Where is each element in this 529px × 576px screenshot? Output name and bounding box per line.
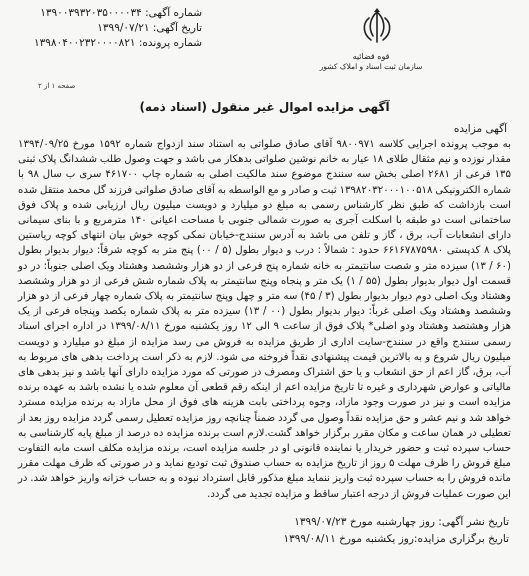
notice-date-value: ۱۳۹۹/۰۷/۲۱ bbox=[97, 22, 150, 34]
notice-meta bbox=[34, 6, 202, 51]
auction-date-label: تاریخ برگزاری مزایده:روز یکشنبه مورخ bbox=[339, 532, 509, 545]
notice-footer bbox=[12, 514, 509, 548]
auction-date-row bbox=[12, 531, 509, 548]
auction-date-value: ۱۳۹۹/۰۸/۱۱ bbox=[283, 532, 336, 545]
org-line-2: سازمان ثبت اسناد و املاک کشور bbox=[319, 62, 423, 71]
organization-title bbox=[311, 52, 431, 72]
case-number-row bbox=[34, 36, 202, 51]
publish-date-row bbox=[12, 514, 509, 531]
notice-number-label: شماره آگهی: bbox=[145, 7, 203, 19]
notice-number-row bbox=[34, 6, 202, 21]
org-line-1: قوه قضائیه bbox=[352, 52, 390, 61]
notice-date-row bbox=[34, 21, 202, 36]
page-number: صفحه ۱ از ۲ bbox=[38, 82, 76, 90]
document-header bbox=[12, 0, 517, 90]
notice-number-value: ۱۳۹۰۰۳۹۳۲۰۳۵۰۰۰۰۳۴ bbox=[40, 7, 142, 19]
notice-body: به موجب پرونده اجرایی کلاسه ۹۸۰۰۹۷۱ آقای صادق صلواتی به استناد سند ازدواج شماره ۱۵۹۲ مورخ ۱۳۹۴/۰۹/۲۵ مقدار نوزده و نیم مثقال طلای ۱۸ عیار به خانم نوشین صلواتی بدهکار می باشد و جهت وصول طلب ششدانگ پلاک ثبتی ۱۳۵ فرعی از ۲۶۸۱ اصلی بخش سه سنندج موضوع سند مالکیت اصلی به شماره چاپ ۴۶۱۷۰۰ سری ب سال ۹۸ با شماره الکترونیکی ۱۳۹۸۲۰۳۲۰۰۰۱۰۰۵۱۸ ثبت و صادر و مع الواسطه به آقای صادق صلواتی فرزند گل محمد منتقل شده است بازداشت که طبق نظر کارشناس رسمی به مبلغ دو میلیارد و دویست میلیون ریال ارزیابی شده و پلاک فوق ساختمانی است دو طبقه با اسکلت آجری به صورت شمالی جنوبی با مساحت اعیانی ۱۴۰ مترمربع و با بنای سیمانی دارای انشعابات آب، برق ، گاز و تلفن می باشد به آدرس سنندج-خیابان نمکی کوچه خوش بیان انتهای کوچه ریاستین پلاک ۸ کدپستی ۶۶۱۶۷۸۷۵۹۸۰ حدود : شمالاً : درب و دیوار بطول (۵ / ۰۰) پنج متر به کوچه شرقاً: دیوار بدیوار بطول (۶۰ / ۱۳) سیزده متر و شصت سانتیمتر به خانه شماره پنج فرعی از دو هزار وششصد وهشتاد ویک اصلی جنوباً: در دو قسمت اول دیوار بدیوار بطول (۵۵ / ۱) یک متر و پنجاه وپنج سانتیمتر به پلاک شماره شش فرعی از دو هزار وششصد وهشتاد ویک اصلی دوم دیوار بدیوار بطول (۳ / ۴۵) سه متر و چهل وپنج سانتیمتر به پلاک شماره چهار فرعی از دو هزار وششصد وهشتاد ویک اصلی غرباً: دیوار بدیوار بطول (۰۰ / ۱۳) سیزده متر به پلاک شماره یکصد وپنجاه فرعی از یک هزار وهشتصد وهشتاد ودو اصلی* پلاک فوق از ساعت ۹ الی ۱۲ روز یکشنبه مورخ ۱۳۹۹/۰۸/۱۱ در اداره اجرای اسناد رسمی سنندج واقع در سنندج-سایت اداری از طریق مزایده به فروش می رسد مزایده از مبلغ دو میلیارد و دویست میلیون ریال شروع و به بالاترین قیمت پیشنهادی نقداً فروخته می شود. لازم به ذکر است پرداخت بدهی های مربوط به آب، برق، گاز اعم از حق انشعاب و یا حق اشتراک ومصرف در صورتی که مورد مزایده دارای آنها باشد و نیز بدهی های مالیاتی و عوارض شهرداری و غیره تا تاریخ مزایده اعم از اینکه رقم قطعی آن معلوم شده یا نشده باشد به عهده برنده مزایده است و نیز در صورت وجود مازاد، وجوه پرداختی بابت هزینه های فوق از محل مازاد به برنده مزایده مسترد خواهد شد و نیم عشر و حق مزایده نقداً وصول می گردد ضمناً چنانچه روز مزایده تعطیل رسمی گردد مزایده روز بعد از تعطیلی در همان ساعت و مکان مقرر برگزار خواهد گشت.لازم است برنده مزایده ده درصد از مبلغ پایه کارشناسی به حساب سپرده ثبت و حضور خریدار یا نماینده قانونی او در جلسه مزایده است، برنده مزایده مکلف است مابه التفاوت مبلغ فروش را ظرف مهلت ۵ روز از تاریخ مزایده به حساب صندوق ثبت تودیع نماید و در صورتی که ظرف مهلت مقرر مانده فروش را به حساب سپرده ثبت واریز ننماید مبلغ مذکور قابل استرداد نبوده و به حساب خزانه واریز خواهد شد. در این صورت عملیات فروش از درجه اعتبار ساقط و مزایده تجدید می گردد. bbox=[18, 139, 512, 500]
notice-title: آگهی مزایده اموال غیر منقول (اسناد ذمه) bbox=[139, 100, 390, 114]
publish-date-value: ۱۳۹۹/۰۷/۲۳ bbox=[294, 515, 347, 528]
case-number-label: شماره پرونده: bbox=[138, 37, 203, 49]
notice-date-label: تاریخ آگهی: bbox=[152, 22, 203, 34]
notice-subtitle: آگهی مزایده bbox=[453, 123, 507, 135]
iran-emblem-icon bbox=[355, 6, 399, 50]
case-number-value: ۱۳۹۸۰۴۰۰۲۳۲۰۰۰۰۸۲۱ bbox=[34, 37, 136, 49]
publish-date-label: تاریخ نشر آگهی: روز چهارشنبه مورخ bbox=[349, 515, 509, 528]
